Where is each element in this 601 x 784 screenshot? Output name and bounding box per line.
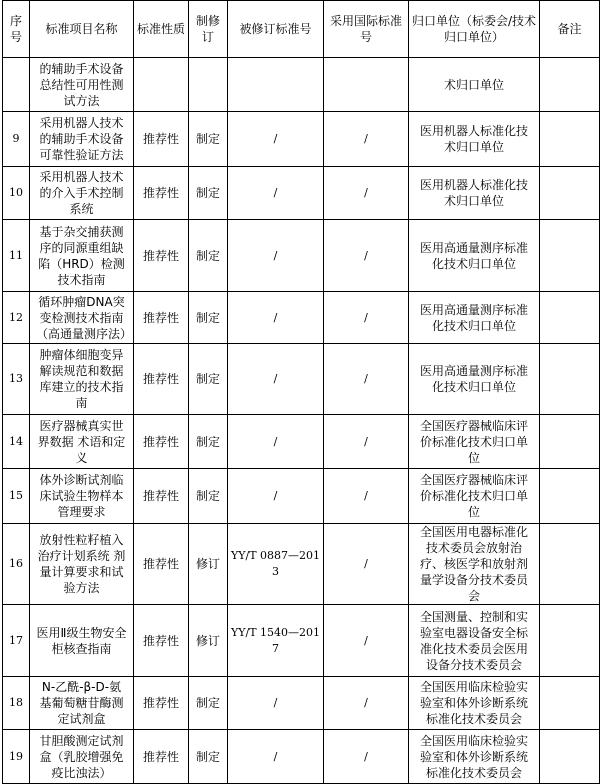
cell-seq: 12	[3, 292, 30, 344]
cell-name: 医用Ⅱ级生物安全柜核查指南	[30, 605, 134, 677]
cell-intl: /	[324, 167, 409, 220]
cell-type: 修订	[189, 605, 228, 677]
cell-unit: 全国医用临床检验实验室和体外诊断系统标准化技术委员会	[409, 730, 540, 784]
cell-type	[189, 58, 228, 112]
cell-intl: /	[324, 524, 409, 605]
table-row	[3, 605, 600, 677]
cell-unit: 医用机器人标准化技术归口单位	[409, 112, 540, 167]
cell-type: 制定	[189, 220, 228, 292]
cell-seq: 9	[3, 112, 30, 167]
header-name: 标准项目名称	[30, 1, 134, 58]
table-row	[3, 220, 600, 292]
cell-unit: 全国医用电器标准化技术委员会放射治疗、核医学和放射剂量学设备分技术委员会	[409, 524, 540, 605]
cell-seq: 18	[3, 677, 30, 730]
table-row	[3, 730, 600, 784]
cell-unit: 全国医用临床检验实验室和体外诊断系统标准化技术委员会	[409, 677, 540, 730]
cell-remark	[540, 677, 600, 730]
cell-seq: 16	[3, 524, 30, 605]
cell-name: 肿瘤体细胞变异解读规范和数据库建立的技术指南	[30, 344, 134, 415]
header-remark: 备注	[540, 1, 600, 58]
table-row	[3, 112, 600, 167]
cell-revised: /	[228, 167, 324, 220]
cell-intl	[324, 58, 409, 112]
cell-type: 制定	[189, 112, 228, 167]
cell-intl: /	[324, 344, 409, 415]
cell-intl: /	[324, 292, 409, 344]
table-row	[3, 677, 600, 730]
cell-remark	[540, 167, 600, 220]
header-intl: 采用国际标准号	[324, 1, 409, 58]
cell-type: 修订	[189, 524, 228, 605]
cell-unit: 全国医疗器械临床评价标准化技术归口单位	[409, 469, 540, 524]
cell-revised	[228, 58, 324, 112]
table-row	[3, 524, 600, 605]
cell-seq: 14	[3, 415, 30, 469]
cell-name: 放射性粒籽植入治疗计划系统 剂量计算要求和试验方法	[30, 524, 134, 605]
cell-nature: 推荐性	[134, 469, 189, 524]
cell-remark	[540, 469, 600, 524]
cell-nature	[134, 58, 189, 112]
cell-name: 甘胆酸测定试剂盒（乳胶增强免疫比浊法）	[30, 730, 134, 784]
table-row	[3, 167, 600, 220]
cell-remark	[540, 220, 600, 292]
cell-name: 基于杂交捕获测序的同源重组缺陷（HRD）检测技术指南	[30, 220, 134, 292]
cell-name: 医疗器械真实世界数据 术语和定义	[30, 415, 134, 469]
header-row	[3, 1, 600, 58]
cell-seq: 11	[3, 220, 30, 292]
cell-type: 制定	[189, 730, 228, 784]
header-nature: 标准性质	[134, 1, 189, 58]
cell-type: 制定	[189, 344, 228, 415]
cell-intl: /	[324, 220, 409, 292]
header-revised: 被修订标准号	[228, 1, 324, 58]
cell-remark	[540, 730, 600, 784]
cell-revised: /	[228, 220, 324, 292]
cell-nature: 推荐性	[134, 292, 189, 344]
cell-nature: 推荐性	[134, 344, 189, 415]
cell-unit: 医用高通量测序标准化技术归口单位	[409, 344, 540, 415]
cell-nature: 推荐性	[134, 677, 189, 730]
cell-seq	[3, 58, 30, 112]
cell-name: 采用机器人技术的介入手术控制系统	[30, 167, 134, 220]
cell-unit: 医用机器人标准化技术归口单位	[409, 167, 540, 220]
cell-intl: /	[324, 677, 409, 730]
header-type: 制修订	[189, 1, 228, 58]
cell-unit: 术归口单位	[409, 58, 540, 112]
cell-unit: 医用高通量测序标准化技术归口单位	[409, 220, 540, 292]
cell-name: 循环肿瘤DNA突变检测技术指南（高通量测序法）	[30, 292, 134, 344]
table-row	[3, 469, 600, 524]
cell-type: 制定	[189, 292, 228, 344]
header-seq: 序号	[3, 1, 30, 58]
cell-revised: /	[228, 677, 324, 730]
header-unit: 归口单位（标委会/技术归口单位）	[409, 1, 540, 58]
cell-revised: YY/T 1540—2017	[228, 605, 324, 677]
cell-unit: 全国测量、控制和实验室电器设备安全标准化技术委员会医用设备分技术委员会	[409, 605, 540, 677]
cell-nature: 推荐性	[134, 730, 189, 784]
cell-name: 采用机器人技术的辅助手术设备可靠性验证方法	[30, 112, 134, 167]
cell-revised: /	[228, 292, 324, 344]
cell-revised: /	[228, 730, 324, 784]
table-row	[3, 292, 600, 344]
cell-nature: 推荐性	[134, 112, 189, 167]
table-row	[3, 415, 600, 469]
cell-nature: 推荐性	[134, 220, 189, 292]
cell-remark	[540, 605, 600, 677]
cell-type: 制定	[189, 677, 228, 730]
cell-nature: 推荐性	[134, 524, 189, 605]
standards-table	[2, 0, 600, 784]
cell-name: 体外诊断试剂临床试验生物样本管理要求	[30, 469, 134, 524]
cell-seq: 15	[3, 469, 30, 524]
cell-name: N-乙酰-β-D-氨基葡萄糖苷酶测定试剂盒	[30, 677, 134, 730]
cell-unit: 医用高通量测序标准化技术归口单位	[409, 292, 540, 344]
cell-nature: 推荐性	[134, 605, 189, 677]
cell-type: 制定	[189, 167, 228, 220]
cell-intl: /	[324, 112, 409, 167]
cell-revised: /	[228, 112, 324, 167]
cell-remark	[540, 58, 600, 112]
cell-seq: 10	[3, 167, 30, 220]
cell-nature: 推荐性	[134, 415, 189, 469]
cell-intl: /	[324, 605, 409, 677]
cell-seq: 17	[3, 605, 30, 677]
cell-seq: 13	[3, 344, 30, 415]
cell-nature: 推荐性	[134, 167, 189, 220]
cell-seq: 19	[3, 730, 30, 784]
cell-revised: /	[228, 415, 324, 469]
cell-remark	[540, 415, 600, 469]
cell-remark	[540, 292, 600, 344]
cell-remark	[540, 344, 600, 415]
cell-unit: 全国医疗器械临床评价标准化技术归口单位	[409, 415, 540, 469]
cell-type: 制定	[189, 469, 228, 524]
table-row	[3, 58, 600, 112]
cell-revised: /	[228, 469, 324, 524]
cell-remark	[540, 112, 600, 167]
cell-type: 制定	[189, 415, 228, 469]
cell-revised: /	[228, 344, 324, 415]
cell-revised: YY/T 0887—2013	[228, 524, 324, 605]
cell-remark	[540, 524, 600, 605]
cell-intl: /	[324, 415, 409, 469]
table-row	[3, 344, 600, 415]
cell-intl: /	[324, 730, 409, 784]
cell-name: 的辅助手术设备总结性可用性测试方法	[30, 58, 134, 112]
cell-intl: /	[324, 469, 409, 524]
